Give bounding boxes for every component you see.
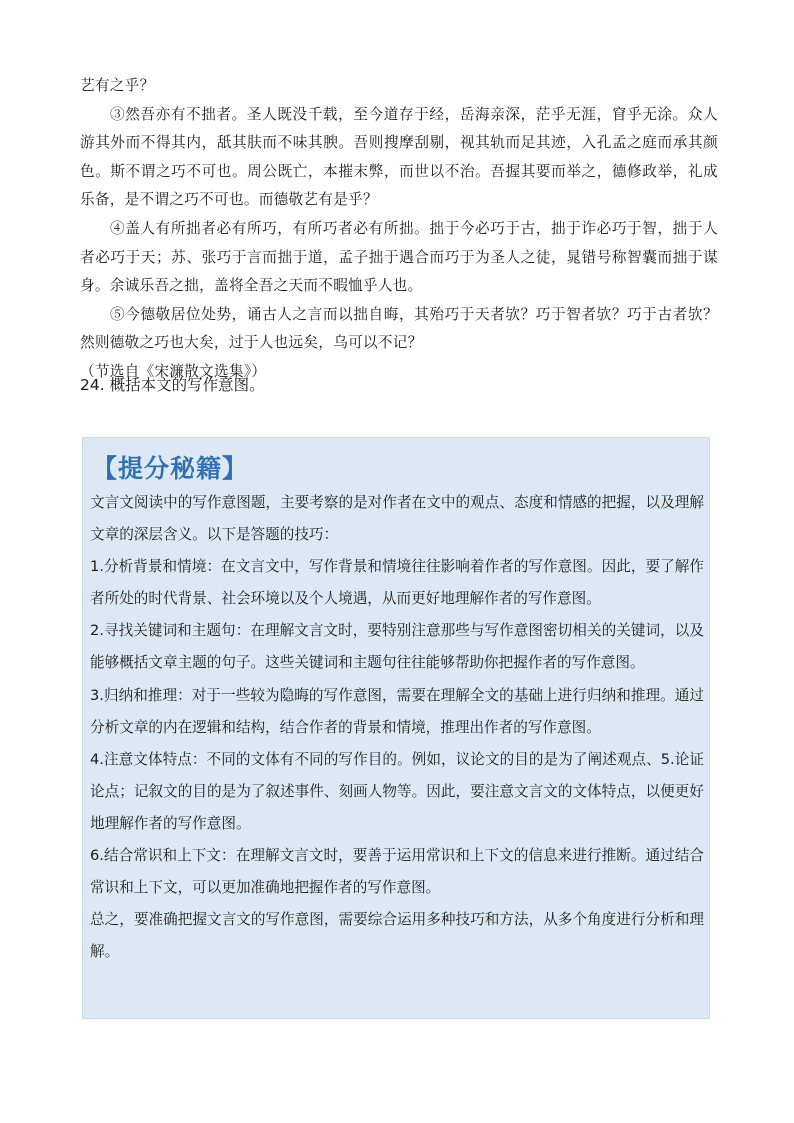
- passage-paragraph-5: ⑤今德敬居位处势，诵古人之言而以拙自晦，其殆巧于天者欤？巧于智者欤？巧于古者欤？然则德敬之巧也大矣，过于人也远矣，乌可以不记？: [80, 305, 718, 352]
- passage-paragraph-4: ④盖人有所拙者必有所巧，有所巧者必有所拙。拙于今必巧于古，拙于诈必巧于智，拙于人者必巧于天；苏、张巧于言而拙于道，孟子拙于遇合而巧于为圣人之徒，晁错号称智囊而拙于谋身。余诚乐吾之拙，盖将全吾之天而不暇恤乎人也。: [80, 219, 718, 295]
- tips-summary: 总之，要准确把握文言文的写作意图，需要综合运用多种技巧和方法，从多个角度进行分析和理解。: [90, 911, 704, 961]
- tips-title: 【提分秘籍】: [92, 454, 249, 483]
- passage-source: （节选自《宋濂散文选集》）: [80, 362, 267, 380]
- tips-item-6: 6.结合常识和上下文：在理解文言文时，要善于运用常识和上下文的信息来进行推断。通过结合常识和上下文，可以更加准确地把握作者的写作意图。: [90, 847, 704, 897]
- tips-item-4: 4.注意文体特点：不同的文体有不同的写作目的。例如，议论文的目的是为了阐述观点、5.论证论点；记叙文的目的是为了叙述事件、刻画人物等。因此，要注意文言文的文体特点，以便更好地理解作者的写作意图。: [90, 750, 704, 832]
- classical-passage: [80, 72, 718, 387]
- tips-item-1: 1.分析背景和情境：在文言文中，写作背景和情境往往影响着作者的写作意图。因此，要了解作者所处的时代背景、社会环境以及个人境遇，从而更好地理解作者的写作意图。: [90, 558, 704, 608]
- passage-paragraph-3: ③然吾亦有不拙者。圣人既没千载，至今道存于经，岳海亲深，茫乎无涯，窅乎无涂。众人游其外而不得其内，舐其肤而不味其腴。吾则搜摩刮剔，视其轨而足其迹，入孔孟之庭而承其颜色。斯不谓之巧不可也。周公既亡，本摧末弊，而世以不治。吾握其要而举之，德修政举，礼成乐备，是不谓之巧不可也。而德敬艺有是乎？: [80, 105, 718, 209]
- tips-item-2: 2.寻找关键词和主题句：在理解文言文时，要特别注意那些与写作意图密切相关的关键词，以及能够概括文章主题的句子。这些关键词和主题句往往能够帮助你把握作者的写作意图。: [90, 622, 704, 672]
- tips-body: [90, 487, 704, 968]
- question-24: 24. 概括本文的写作意图。: [80, 376, 265, 394]
- tips-intro: 文言文阅读中的写作意图题，主要考察的是对作者在文中的观点、态度和情感的把握，以及理解文章的深层含义。以下是答题的技巧：: [90, 494, 704, 544]
- passage-line-continued: 艺有之乎？: [80, 77, 155, 94]
- tips-item-3: 3.归纳和推理：对于一些较为隐晦的写作意图，需要在理解全文的基础上进行归纳和推理。通过分析文章的内在逻辑和结构，结合作者的背景和情境，推理出作者的写作意图。: [90, 686, 704, 736]
